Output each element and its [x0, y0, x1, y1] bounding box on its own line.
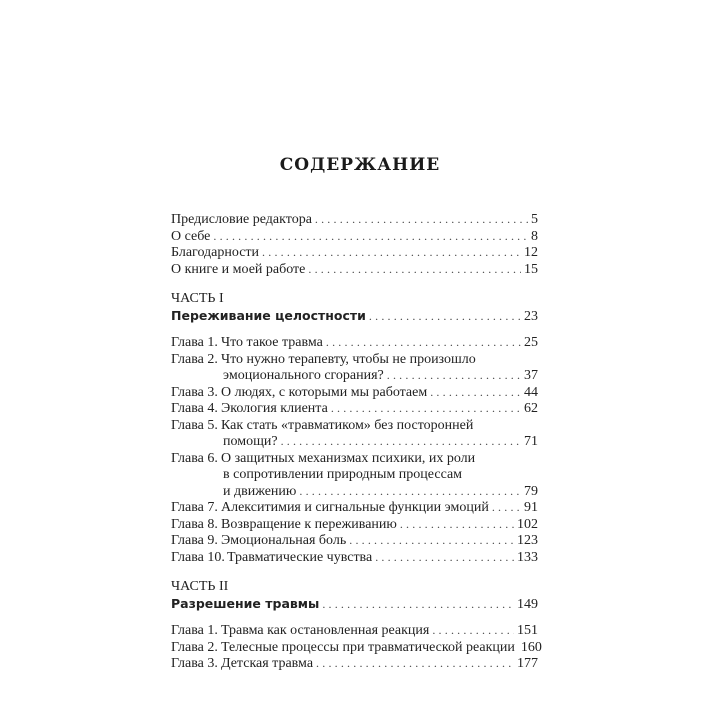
- dot-leader: [281, 433, 521, 450]
- page-number: 102: [517, 517, 538, 532]
- chapter-number: Глава 1.: [171, 335, 218, 350]
- chapter-entry[interactable]: [171, 622, 538, 639]
- dot-leader: [299, 483, 521, 500]
- toc-entry[interactable]: [171, 228, 538, 245]
- part-title: Разрешение травмы: [171, 596, 320, 611]
- chapter-entry[interactable]: [171, 499, 538, 516]
- chapter-title: Как стать «травматиком» без посторонней: [221, 418, 474, 433]
- dot-leader: [432, 622, 514, 639]
- page-number: 79: [524, 484, 538, 499]
- chapter-number: Глава 7.: [171, 500, 218, 515]
- page-number: 123: [517, 533, 538, 548]
- chapter-title: Что нужно терапевту, чтобы не произошло: [221, 352, 476, 367]
- dot-leader: [400, 516, 514, 533]
- chapter-number: Глава 2.: [171, 352, 218, 367]
- part-label: ЧАСТЬ I: [171, 291, 224, 306]
- chapter-entry[interactable]: [171, 417, 538, 434]
- chapter-entry[interactable]: [171, 384, 538, 401]
- dot-leader: [316, 655, 514, 672]
- page-number: 151: [517, 623, 538, 638]
- dot-leader: [331, 400, 521, 417]
- entry-title: О себе: [171, 229, 211, 244]
- dot-leader: [492, 499, 521, 516]
- chapter-title: О защитных механизмах психики, их роли: [221, 451, 476, 466]
- chapter-entry[interactable]: [171, 450, 538, 467]
- chapter-entry[interactable]: [171, 516, 538, 533]
- chapter-title: Телесные процессы при травматической реакции: [221, 640, 515, 655]
- chapter-title: Экология клиента: [221, 401, 328, 416]
- chapter-title: О людях, с которыми мы работаем: [221, 385, 428, 400]
- chapter-number: Глава 5.: [171, 418, 218, 433]
- dot-leader: [430, 384, 521, 401]
- part-title-entry[interactable]: [171, 595, 538, 612]
- chapter-number: Глава 4.: [171, 401, 218, 416]
- entry-title: Благодарности: [171, 245, 260, 260]
- entry-title: Предисловие редактора: [171, 212, 312, 227]
- chapter-title: в сопротивлении природным процессам: [223, 467, 463, 482]
- chapter-title: Травматические чувства: [227, 550, 373, 565]
- page-title: СОДЕРЖАНИЕ: [279, 155, 441, 175]
- chapter-number: Глава 3.: [171, 656, 218, 671]
- entry-title: О книге и моей работе: [171, 262, 306, 277]
- chapter-entry-continuation[interactable]: [171, 483, 538, 500]
- page-number: 71: [524, 434, 538, 449]
- page-number: 44: [524, 385, 538, 400]
- chapter-number: Глава 3.: [171, 385, 218, 400]
- dot-leader: [387, 367, 521, 384]
- toc-entry[interactable]: [171, 211, 538, 228]
- chapter-entry[interactable]: [171, 532, 538, 549]
- dot-leader: [369, 308, 521, 325]
- chapter-title: Травма как остановленная реакция: [221, 623, 430, 638]
- dot-leader: [315, 211, 528, 228]
- page-number: 23: [524, 309, 538, 324]
- toc-entry[interactable]: [171, 261, 538, 278]
- page-number: 5: [531, 212, 538, 227]
- chapter-entry[interactable]: [171, 655, 538, 672]
- page-number: 8: [531, 229, 538, 244]
- chapter-title: эмоционального сгорания?: [223, 368, 384, 383]
- chapter-entry[interactable]: [171, 351, 538, 368]
- part-label: ЧАСТЬ II: [171, 579, 229, 594]
- part-title-entry[interactable]: [171, 307, 538, 324]
- chapter-title: и движению: [223, 484, 297, 499]
- chapter-title: Алекситимия и сигнальные функции эмоций: [221, 500, 489, 515]
- chapter-title: помощи?: [223, 434, 278, 449]
- dot-leader: [375, 549, 514, 566]
- chapter-entry-continuation[interactable]: [171, 367, 538, 384]
- chapter-number: Глава 8.: [171, 517, 218, 532]
- toc-entry[interactable]: [171, 244, 538, 261]
- part-title: Переживание целостности: [171, 308, 366, 323]
- dot-leader: [213, 228, 528, 245]
- dot-leader: [262, 244, 521, 261]
- chapter-entry[interactable]: [171, 549, 538, 566]
- chapter-entry[interactable]: [171, 334, 538, 351]
- chapter-entry-continuation[interactable]: [171, 433, 538, 450]
- dot-leader: [308, 261, 521, 278]
- chapter-title: Возвращение к переживанию: [221, 517, 397, 532]
- page-number: 160: [520, 640, 542, 655]
- chapter-entry[interactable]: [171, 639, 542, 656]
- chapter-title: Что такое травма: [221, 335, 323, 350]
- chapter-number: Глава 1.: [171, 623, 218, 638]
- page-number: 37: [524, 368, 538, 383]
- page-number: 62: [524, 401, 538, 416]
- chapter-title: Эмоциональная боль: [221, 533, 347, 548]
- chapter-number: Глава 2.: [171, 640, 218, 655]
- page-number: 177: [517, 656, 538, 671]
- chapter-entry[interactable]: [171, 400, 538, 417]
- dot-leader: [322, 596, 514, 613]
- dot-leader: [326, 334, 521, 351]
- dot-leader: [349, 532, 514, 549]
- page-number: 25: [524, 335, 538, 350]
- chapter-number: Глава 9.: [171, 533, 218, 548]
- page-number: 133: [517, 550, 538, 565]
- chapter-number: Глава 6.: [171, 451, 218, 466]
- chapter-number: Глава 10.: [171, 550, 225, 565]
- page-number: 12: [524, 245, 538, 260]
- chapter-title: Детская травма: [221, 656, 314, 671]
- page-number: 91: [524, 500, 538, 515]
- page-number: 15: [524, 262, 538, 277]
- chapter-entry-continuation[interactable]: [171, 466, 538, 483]
- page-number: 149: [517, 597, 538, 612]
